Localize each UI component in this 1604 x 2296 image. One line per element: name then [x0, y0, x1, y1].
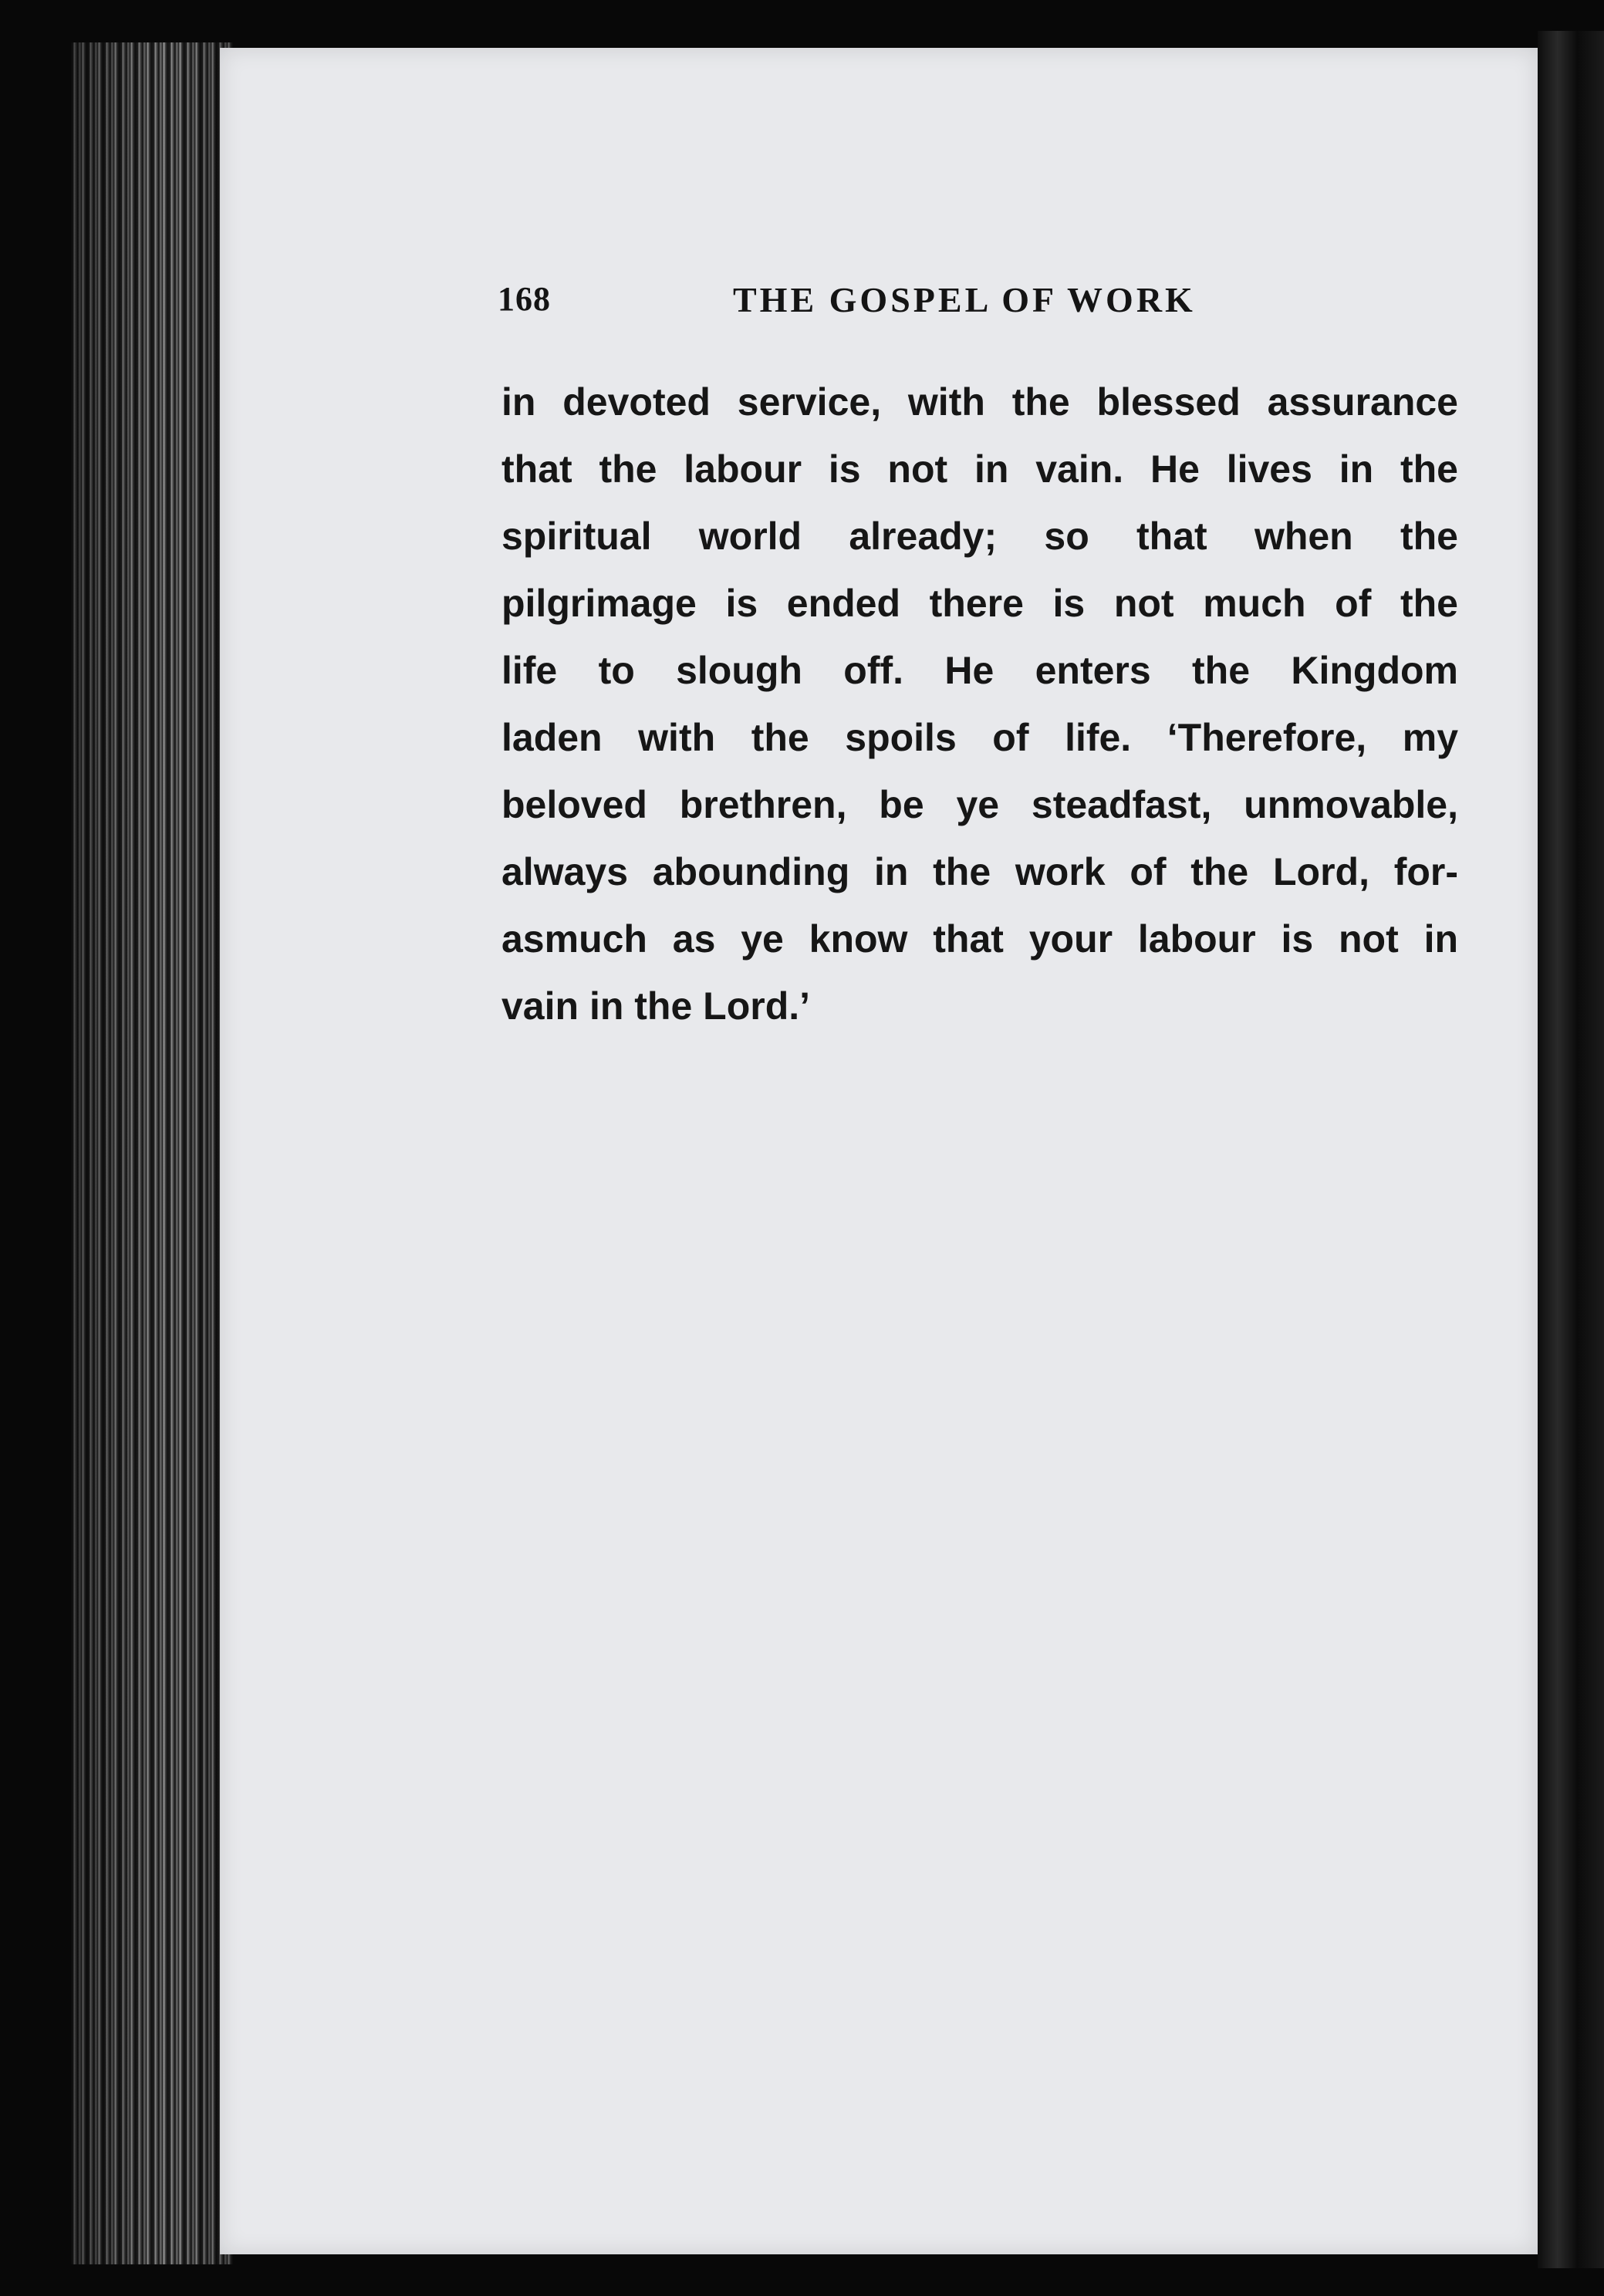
text-line: beloved brethren, be ye steadfast, unmovable,	[501, 783, 1458, 826]
text-line-last: vain in the Lord.’	[501, 984, 811, 1028]
body-text	[501, 369, 1458, 1040]
running-head	[498, 279, 1277, 333]
text-line: pilgrimage is ended there is not much of the	[501, 582, 1458, 625]
text-line: life to slough off. He enters the Kingdom	[501, 649, 1458, 692]
text-line: laden with the spoils of life. ‘Therefore, my	[501, 716, 1458, 759]
right-page-edge	[1538, 31, 1604, 2268]
text-line: that the labour is not in vain. He lives in the	[501, 447, 1458, 491]
text-line: in devoted service, with the blessed assurance	[501, 380, 1458, 424]
text-line: asmuch as ye know that your labour is not in	[501, 917, 1458, 961]
running-title: THE GOSPEL OF WORK	[733, 280, 1196, 319]
text-line: always abounding in the work of the Lord, for-	[501, 850, 1458, 893]
text-line: spiritual world already; so that when the	[501, 515, 1458, 558]
page-number: 168	[498, 280, 551, 318]
page-edge-shadow	[71, 42, 233, 2264]
